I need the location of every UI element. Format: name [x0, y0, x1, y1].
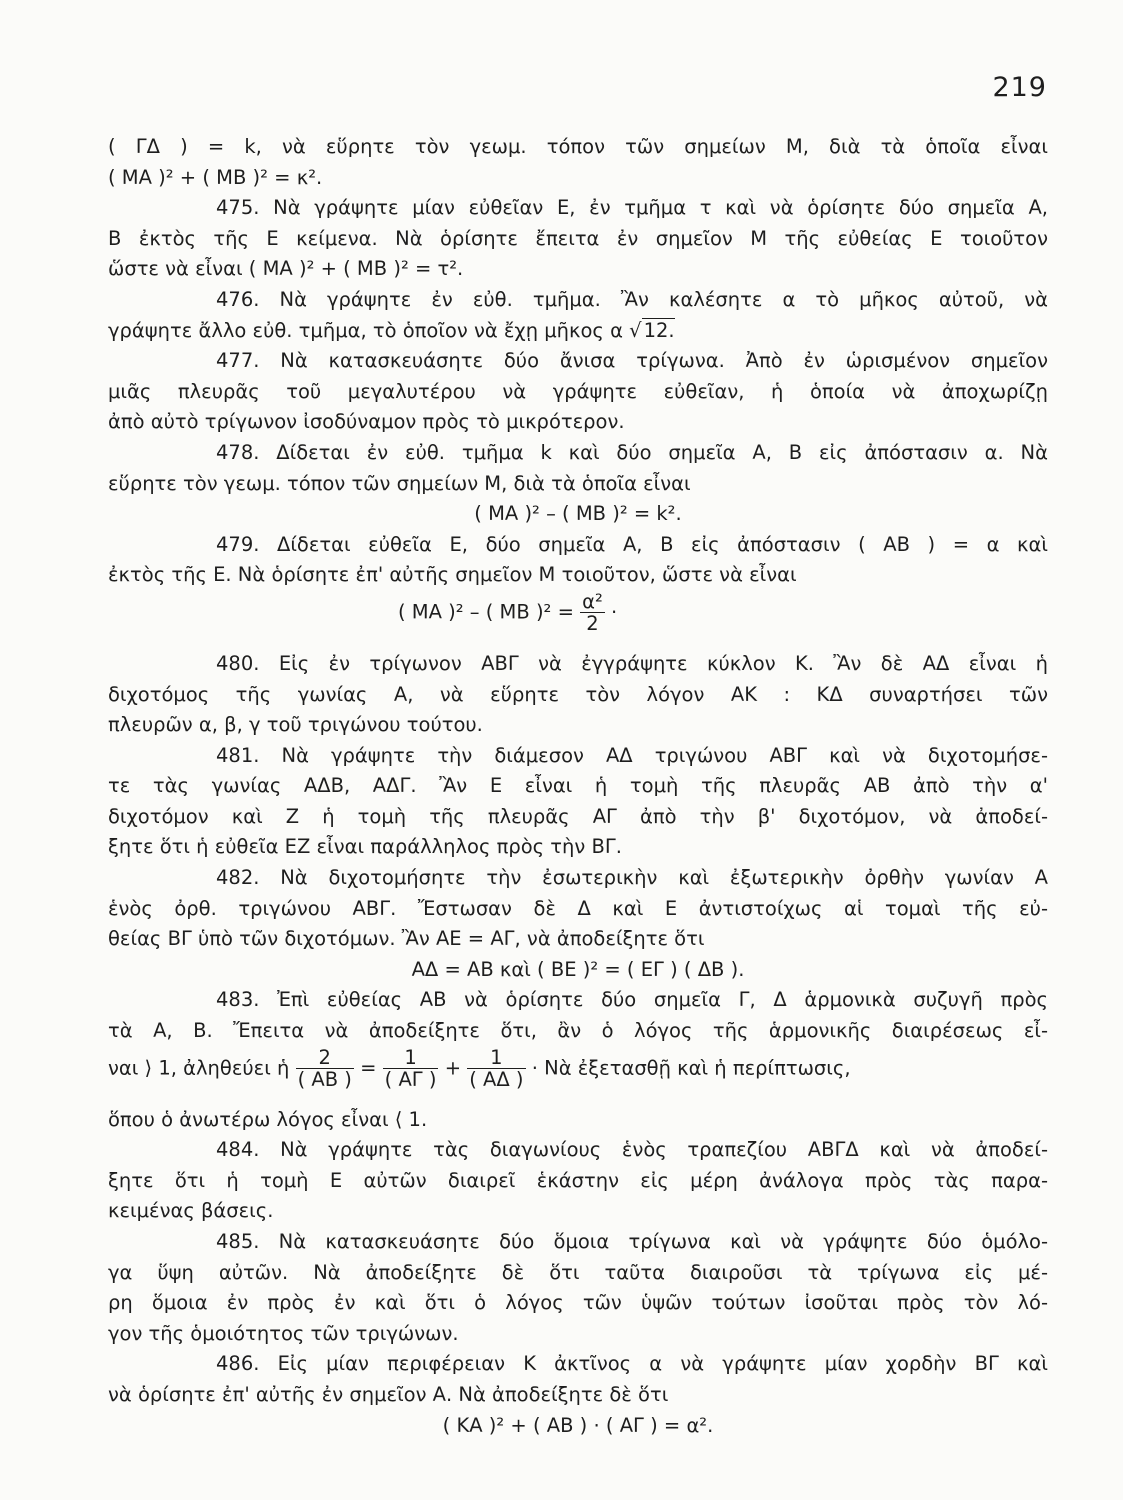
text-line: ἀπὸ αὐτὸ τρίγωνον ἰσοδύναμον πρὸς τὸ μικρότερον.	[108, 410, 625, 434]
text-line: ὅπου ὁ ἀνωτέρω λόγος εἶναι ⟨ 1.	[108, 1107, 428, 1131]
text-line	[108, 316, 1048, 347]
text-line: διχοτόμον καὶ Ζ ἡ τομὴ τῆς πλευρᾶς ΑΓ ἀπὸ τὴν β' διχοτόμον, νὰ ἀποδεί-	[108, 804, 1048, 828]
exercise-484-line: 484. Νὰ γράψητε τὰς διαγωνίους ἑνὸς τραπεζίου ΑΒΓΔ καὶ νὰ ἀποδεί-	[216, 1138, 1048, 1162]
equation-end: ·	[611, 600, 618, 624]
exercise-481-line: 481. Νὰ γράψητε τὴν διάμεσον ΑΔ τριγώνου ΑΒΓ καὶ νὰ διχοτομήσε-	[216, 743, 1048, 767]
exercise-483-line: 483. Ἐπὶ εὐθείας ΑΒ νὰ ὁρίσητε δύο σημεῖα Γ, Δ ἁρμονικὰ συζυγῆ πρὸς	[216, 988, 1048, 1012]
exercise-479-line: 479. Δίδεται εὐθεῖα Ε, δύο σημεῖα Α, Β εἰς ἀπόστασιν ( ΑΒ ) = α καὶ	[216, 532, 1048, 556]
equation-line: ΑΔ = ΑΒ καὶ ( ΒΕ )² = ( ΕΓ ) ( ΔΒ ).	[411, 957, 745, 981]
exercise-486-line: 486. Εἰς μίαν περιφέρειαν Κ ἀκτῖνος α νὰ γράψητε μίαν χορδὴν ΒΓ καὶ	[216, 1352, 1048, 1376]
text-line: ( ΜΑ )² + ( ΜΒ )² = κ².	[108, 165, 323, 189]
fraction	[467, 1047, 525, 1091]
fraction-numerator: α²	[582, 590, 603, 613]
equals-sign: =	[360, 1056, 377, 1080]
text-line: ( ΓΔ ) = k, νὰ εὕρητε τὸν γεωμ. τόπον τῶν σημείων Μ, διὰ τὰ ὁποῖα εἶναι	[108, 135, 1048, 158]
fraction-denominator: 2	[580, 612, 605, 634]
fraction-denominator: ( ΑΔ )	[469, 1068, 524, 1092]
text-line: γον τῆς ὁμοιότητος τῶν τριγώνων.	[108, 1321, 459, 1345]
page-number: 219	[992, 72, 1047, 103]
text-line: ξητε ὅτι ἡ τομὴ Ε αὐτῶν διαιρεῖ ἑκάστην εἰς μέρη ἀνάλογα πρὸς τὰς παρα-	[108, 1168, 1048, 1192]
exercise-478-line: 478. Δίδεται ἐν εὐθ. τμῆμα k καὶ δύο σημεῖα Α, Β εἰς ἀπόστασιν α. Νὰ	[216, 440, 1048, 464]
text-line: μιᾶς πλευρᾶς τοῦ μεγαλυτέρου νὰ γράψητε εὐθεῖαν, ἡ ὁποία νὰ ἀποχωρίζῃ	[108, 379, 1048, 403]
fraction	[580, 591, 605, 635]
text-line: νὰ ὁρίσητε ἐπ' αὐτῆς ἐν σημεῖον Α. Νὰ ἀποδείξητε δὲ ὅτι	[108, 1382, 669, 1406]
fraction-denominator: ( ΑΒ )	[297, 1068, 352, 1092]
fraction-numerator: 2	[318, 1046, 331, 1069]
text-span: ναι ⟩ 1, ἀληθεύει ἡ	[108, 1056, 290, 1080]
text-line: εὕρητε τὸν γεωμ. τόπον τῶν σημείων Μ, διὰ τὰ ὁποῖα εἶναι	[108, 471, 691, 495]
fraction-denominator: ( ΑΓ )	[384, 1068, 437, 1092]
text-span: γράψητε ἄλλο εὐθ. τμῆμα, τὸ ὁποῖον νὰ ἔχῃ μῆκος α	[108, 318, 623, 342]
text-line: πλευρῶν α, β, γ τοῦ τριγώνου τούτου.	[108, 713, 483, 737]
exercise-477-line: 477. Νὰ κατασκευάσητε δύο ἄνισα τρίγωνα. Ἀπὸ ἐν ὡρισμένον σημεῖον	[216, 349, 1048, 373]
plus-sign: +	[444, 1056, 462, 1080]
exercise-480-line: 480. Εἰς ἐν τρίγωνον ΑΒΓ νὰ ἐγγράψητε κύκλον Κ. Ἂν δὲ ΑΔ εἶναι ἡ	[216, 651, 1048, 675]
exercise-485-line: 485. Νὰ κατασκευάσητε δύο ὅμοια τρίγωνα καὶ νὰ γράψητε δύο ὁμόλο-	[216, 1230, 1048, 1253]
fraction-numerator: 1	[490, 1046, 503, 1069]
text-line: ἑνὸς ὀρθ. τριγώνου ΑΒΓ. Ἔστωσαν δὲ Δ καὶ Ε ἀντιστοίχως αἱ τομαὶ τῆς εὐ-	[108, 896, 1048, 920]
text-line: ἐκτὸς τῆς Ε. Νὰ ὁρίσητε ἐπ' αὐτῆς σημεῖον Μ τοιοῦτον, ὥστε νὰ εἶναι	[108, 563, 797, 587]
text-line: ὥστε νὰ εἶναι ( ΜΑ )² + ( ΜΒ )² = τ².	[108, 257, 464, 281]
text-line: τε τὰς γωνίας ΑΔΒ, ΑΔΓ. Ἂν Ε εἶναι ἡ τομὴ τῆς πλευρᾶς ΑΒ ἀπὸ τὴν α'	[108, 774, 1048, 798]
exercise-476-line: 476. Νὰ γράψητε ἐν εὐθ. τμῆμα. Ἂν καλέσητε α τὸ μῆκος αὐτοῦ, νὰ	[216, 287, 1048, 311]
equation-line	[108, 1047, 1048, 1105]
exercise-482-line: 482. Νὰ διχοτομήσητε τὴν ἐσωτερικὴν καὶ ἐξωτερικὴν ὀρθὴν γωνίαν Α	[216, 866, 1048, 890]
sqrt-radicand: 12.	[643, 318, 675, 342]
fraction	[383, 1047, 439, 1091]
text-line: γα ὕψη αὐτῶν. Νὰ ἀποδείξητε δὲ ὅτι ταῦτα διαιροῦσι τὰ τρίγωνα εἰς μέ-	[108, 1260, 1048, 1284]
fraction	[296, 1047, 354, 1091]
exercise-475-line: 475. Νὰ γράψητε μίαν εὐθεῖαν Ε, ἐν τμῆμα τ καὶ νὰ ὁρίσητε δύο σημεῖα Α,	[216, 196, 1048, 220]
sqrt-sign: √	[629, 318, 642, 342]
text-line: κειμένας βάσεις.	[108, 1199, 274, 1223]
text-span: · Νὰ ἐξετασθῇ καὶ ἡ περίπτωσις,	[531, 1056, 851, 1080]
equation-line: ( ΚΑ )² + ( ΑΒ ) · ( ΑΓ ) = α².	[442, 1413, 714, 1437]
equation-line	[108, 591, 1048, 649]
page-body	[108, 132, 1048, 1441]
equation-line: ( ΜΑ )² – ( ΜΒ )² = k².	[474, 502, 682, 526]
fraction-numerator: 1	[404, 1046, 417, 1069]
text-line: διχοτόμος τῆς γωνίας Α, νὰ εὕρητε τὸν λόγον ΑΚ : ΚΔ συναρτήσει τῶν	[108, 682, 1048, 706]
text-line: ρη ὅμοια ἐν πρὸς ἐν καὶ ὅτι ὁ λόγος τῶν ὑψῶν τούτων ἰσοῦται πρὸς τὸν λό-	[108, 1291, 1048, 1315]
text-line: θείας ΒΓ ὑπὸ τῶν διχοτόμων. Ἂν ΑΕ = ΑΓ, νὰ ἀποδείξητε ὅτι	[108, 927, 705, 951]
text-line: Β ἐκτὸς τῆς Ε κείμενα. Νὰ ὁρίσητε ἔπειτα ἐν σημεῖον Μ τῆς εὐθείας Ε τοιοῦτον	[108, 226, 1048, 250]
equation-left: ( ΜΑ )² – ( ΜΒ )² =	[398, 600, 574, 624]
text-line: τὰ Α, Β. Ἔπειτα νὰ ἀποδείξητε ὅτι, ἂν ὁ λόγος τῆς ἁρμονικῆς διαιρέσεως εἶ-	[108, 1019, 1048, 1043]
text-line: ξητε ὅτι ἡ εὐθεῖα ΕΖ εἶναι παράλληλος πρὸς τὴν ΒΓ.	[108, 835, 622, 859]
